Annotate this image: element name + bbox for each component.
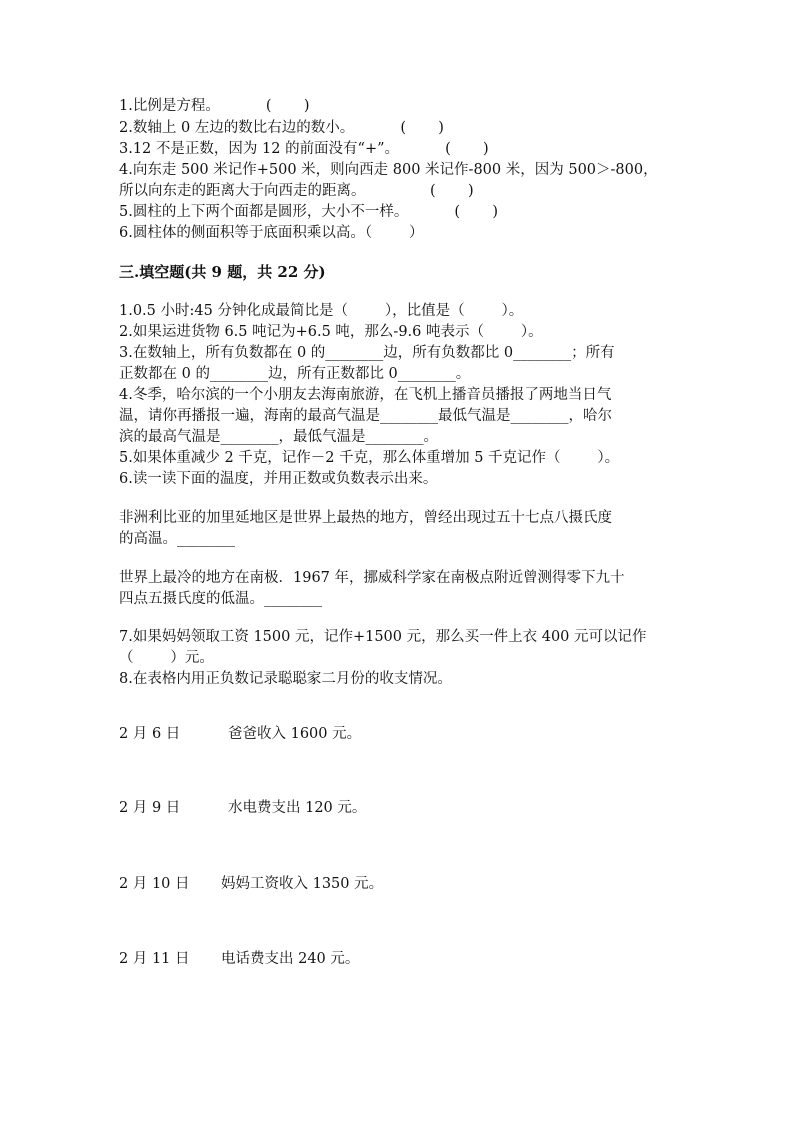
record-date: 2 月 6 日 <box>119 726 181 742</box>
record-description: 水电费支出 120 元。 <box>228 800 367 816</box>
fill-line-4: 正数都在 0 的________边，所有正数都比 0________。 <box>119 366 471 382</box>
record-date: 2 月 9 日 <box>119 800 181 816</box>
fill-line-8: 5.如果体重减少 2 千克，记作－2 千克，那么体重增加 5 千克记作（ ）。 <box>119 450 620 466</box>
judgement-item-3: 3.12 不是正数，因为 12 的前面没有“+”。 ( ) <box>119 141 489 157</box>
paragraph-hottest-line-2: 的高温。________ <box>119 531 235 547</box>
judgement-item-2: 2.数轴上 0 左边的数比右边的数小。 ( ) <box>119 120 444 136</box>
paragraph-hottest-line-1: 非洲利比亚的加里延地区是世界上最热的地方，曾经出现过五十七点八摄氏度 <box>119 510 612 526</box>
fill-line-6: 温，请你再播报一遍，海南的最高气温是________最低气温是________，哈尔 <box>119 408 612 424</box>
record-date: 2 月 11 日 <box>119 951 190 967</box>
fill-line-7: 滨的最高气温是________，最低气温是________。 <box>119 429 438 445</box>
judgement-item-1: 1.比例是方程。 ( ) <box>119 98 310 114</box>
fill-line-9: 6.读一读下面的温度，并用正数或负数表示出来。 <box>119 471 438 487</box>
judgement-item-4-line-2: 所以向东走的距离大于向西走的距离。 ( ) <box>119 183 474 199</box>
q8-text: 8.在表格内用正负数记录聪聪家二月份的收支情况。 <box>119 671 452 687</box>
section-heading-fill: 三.填空题(共 9 题，共 22 分) <box>119 263 326 281</box>
judgement-item-4-line-1: 4.向东走 500 米记作+500 米，则向西走 800 米记作-800 米，因为 500＞-800， <box>119 162 658 178</box>
paragraph-coldest-line-2: 四点五摄氏度的低温。________ <box>119 591 322 607</box>
record-description: 电话费支出 240 元。 <box>221 951 360 967</box>
record-date: 2 月 10 日 <box>119 876 190 892</box>
q7-line-2: （ ）元。 <box>119 650 214 666</box>
fill-line-1: 1.0.5 小时:45 分钟化成最简比是（ ），比值是（ ）。 <box>119 303 524 319</box>
record-description: 爸爸收入 1600 元。 <box>228 726 362 742</box>
judgement-item-6: 6.圆柱体的侧面积等于底面积乘以高。（ ） <box>119 225 424 241</box>
q7-line-1: 7.如果妈妈领取工资 1500 元，记作+1500 元，那么买一件上衣 400 元可以记作 <box>119 629 647 645</box>
fill-line-5: 4.冬季，哈尔滨的一个小朋友去海南旅游，在飞机上播音员播报了两地当日气 <box>119 387 612 403</box>
fill-line-2: 2.如果运进货物 6.5 吨记为+6.5 吨，那么-9.6 吨表示（ ）。 <box>119 324 543 340</box>
paragraph-coldest-line-1: 世界上最冷的地方在南极．1967 年，挪威科学家在南极点附近曾测得零下九十 <box>119 570 625 586</box>
judgement-item-5: 5.圆柱的上下两个面都是圆形，大小不一样。 ( ) <box>119 204 499 220</box>
record-description: 妈妈工资收入 1350 元。 <box>221 876 384 892</box>
fill-line-3: 3.在数轴上，所有负数都在 0 的________边，所有负数都比 0________；所有 <box>119 345 615 361</box>
